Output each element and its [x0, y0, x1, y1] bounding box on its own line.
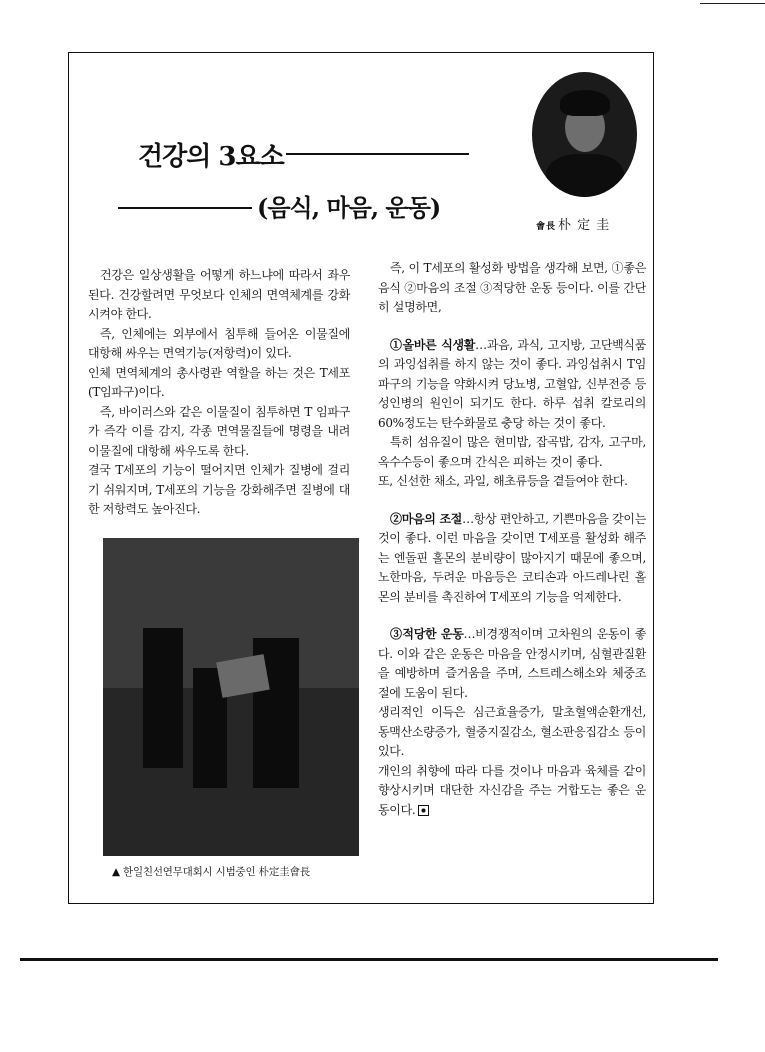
- title-rule-right: [286, 153, 469, 155]
- section-diet-heading: ①올바른 식생활: [390, 337, 476, 352]
- title-line-1: 건강의 3요소: [138, 142, 284, 172]
- left-paragraph: 즉, 인체에는 외부에서 침투해 들어온 이물질에 대항해 싸우는 면역기능(저항력)이 있다.: [88, 326, 350, 360]
- section-exercise-conclusion: [378, 762, 646, 821]
- section-exercise-text: …비경쟁적이며 고차원의 운동이 좋다. 이와 같은 운동은 마음을 안정시키며, 심혈관질환을 예방하며 즐거움을 주며, 스트레스해소와 체중조절에 도움이 된다.: [378, 627, 646, 700]
- section-diet-vegetables: 또, 신선한 채소, 과일, 해초류등을 곁들여야 한다.: [378, 474, 628, 488]
- section-exercise: [378, 625, 646, 703]
- demonstration-photo: [103, 538, 359, 856]
- section-exercise-heading: ③적당한 운동: [390, 627, 464, 641]
- title-line-2: (음식, 마음, 운동): [257, 193, 441, 222]
- section-mind-text: …항상 편안하고, 기쁜마음을 갖이는 것이 좋다. 이런 마음을 갖이면 T세포를 활성화 해주는 엔돌핀 홀몬의 분비량이 많아지기 때문에 좋으며, 노한마음, 두려운 마음등은 코티손과 아드레나린 홀몬의 분비를 촉진하여 T세포의 기능을 억제한다.: [378, 511, 646, 604]
- section-diet-text: …과음, 과식, 고지방, 고단백식품의 과잉섭취를 하지 않는 것이 좋다. 과잉섭취시 T임파구의 기능을 약화시켜 당뇨병, 고혈압, 신부전증 등 성인병의 원인이 되기도 한다. 하루 섭취 칼로리의 60%정도는 탄수화물로 충당 하는 것이 좋다.: [378, 337, 646, 430]
- section-mind: [378, 510, 646, 608]
- title-rule-left: [118, 207, 252, 209]
- section-exercise-conclusion-text: 개인의 취향에 따라 다를 것이나 마음과 육체를 같이 향상시키며 대단한 자신감을 주는 거합도는 좋은 운동이다.: [378, 763, 646, 817]
- bottom-rule: [20, 958, 718, 961]
- photo-caption: ▲ 한일친선연무대회시 시범중인 朴定圭會長: [112, 866, 311, 878]
- section-diet-fiber: 특히 섬유질이 많은 현미밥, 잡곡밥, 감자, 고구마, 옥수수등이 좋으며 간식은 피하는 것이 좋다.: [378, 435, 646, 469]
- top-edge-line: [700, 3, 765, 4]
- left-column: [88, 266, 350, 520]
- left-paragraph: 즉, 바이러스와 같은 이물질이 침투하면 T 임파구가 즉각 이를 감지, 각종 면역물질들에 명령을 내려 이물질에 대항해 싸우도록 한다.: [88, 404, 350, 458]
- author-title: 會長: [536, 222, 557, 232]
- right-column: [378, 259, 646, 820]
- section-exercise-benefits: 생리적인 이득은 심근효율증가, 말초혈액순환개선, 동맥산소량증가, 혈중지질감소, 혈소판응집감소 등이 있다.: [378, 705, 646, 758]
- author-byline: [536, 214, 610, 233]
- left-paragraph: 건강은 일상생활을 어떻게 하느냐에 따라서 좌우된다. 건강할려면 무엇보다 인체의 면역체계를 강화시켜야 한다.: [88, 268, 350, 321]
- end-mark-icon: [418, 805, 429, 816]
- left-paragraph: 인체 면역체계의 총사령관 역할을 하는 것은 T세포(T임파구)이다.: [88, 365, 350, 399]
- intro-paragraph: 즉, 이 T세포의 활성화 방법을 생각해 보면, ①좋은 음식 ②마음의 조절 ③적당한 운동 등이다. 이를 간단히 설명하면,: [378, 261, 646, 314]
- author-portrait: [532, 72, 637, 197]
- section-diet: [378, 336, 646, 434]
- author-name: 朴 定 圭: [558, 218, 611, 233]
- left-paragraph: 결국 T세포의 기능이 떨어지면 인체가 질병에 걸리기 쉬워지며, T세포의 기능을 강화해주면 질병에 대한 저항력도 높아진다.: [88, 463, 350, 516]
- section-mind-heading: ②마음의 조절: [390, 511, 463, 526]
